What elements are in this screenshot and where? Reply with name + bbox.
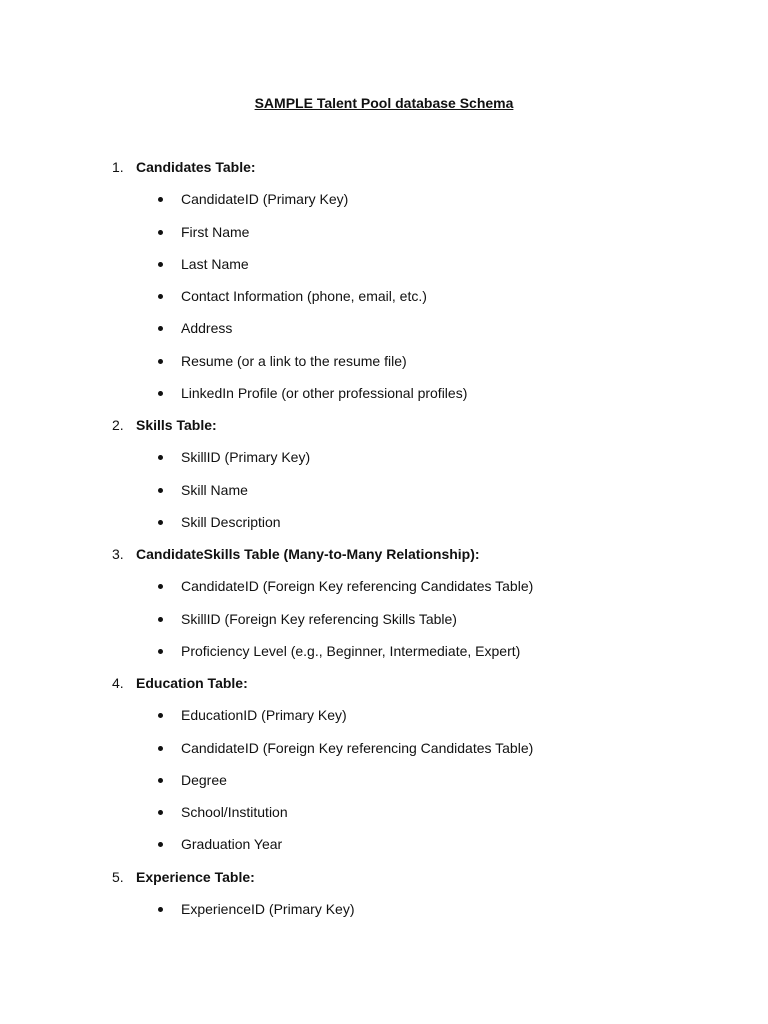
bullet-icon xyxy=(158,778,163,783)
bullet-icon xyxy=(158,649,163,654)
list-item-text: First Name xyxy=(181,223,250,240)
list-item-text: EducationID (Primary Key) xyxy=(181,707,347,724)
list-item xyxy=(0,190,768,208)
section-heading xyxy=(0,416,768,434)
list-item-text: CandidateID (Foreign Key referencing Candidates Table) xyxy=(181,739,534,756)
section-heading xyxy=(0,545,768,563)
bullet-icon xyxy=(158,746,163,751)
section-number: 2. xyxy=(112,417,124,433)
list-item-text: SkillID (Foreign Key referencing Skills Table) xyxy=(181,610,457,627)
list-item xyxy=(0,223,768,241)
list-item-text: CandidateID (Foreign Key referencing Candidates Table) xyxy=(181,578,534,595)
list-item xyxy=(0,448,768,466)
list-item xyxy=(0,900,768,918)
section-title: Experience Table: xyxy=(136,869,255,885)
field-list xyxy=(0,448,768,531)
section-heading xyxy=(0,158,768,176)
section-number: 3. xyxy=(112,546,124,562)
bullet-icon xyxy=(158,810,163,815)
section-skills-table xyxy=(0,416,768,531)
list-item xyxy=(0,610,768,628)
list-item-text: Degree xyxy=(181,771,227,788)
bullet-icon xyxy=(158,230,163,235)
list-item-text: SkillID (Primary Key) xyxy=(181,449,311,466)
list-item xyxy=(0,835,768,853)
list-item-text: Graduation Year xyxy=(181,836,283,853)
list-item xyxy=(0,771,768,789)
list-item xyxy=(0,642,768,660)
section-number: 5. xyxy=(112,869,124,885)
bullet-icon xyxy=(158,262,163,267)
field-list xyxy=(0,900,768,918)
section-title: Candidates Table: xyxy=(136,159,256,175)
list-item-text: School/Institution xyxy=(181,804,288,821)
field-list xyxy=(0,706,768,853)
list-item xyxy=(0,384,768,402)
section-title: CandidateSkills Table (Many-to-Many Relationship): xyxy=(136,546,480,562)
section-candidates-table xyxy=(0,158,768,402)
section-candidateskills-table xyxy=(0,545,768,660)
list-item xyxy=(0,481,768,499)
section-heading xyxy=(0,674,768,692)
section-number: 1. xyxy=(112,159,124,175)
bullet-icon xyxy=(158,455,163,460)
section-heading xyxy=(0,868,768,886)
list-item-text: Proficiency Level (e.g., Beginner, Intermediate, Expert) xyxy=(181,642,521,659)
section-title: Education Table: xyxy=(136,675,248,691)
list-item-text: Skill Description xyxy=(181,513,281,530)
list-item xyxy=(0,739,768,757)
list-item xyxy=(0,255,768,273)
bullet-icon xyxy=(158,584,163,589)
bullet-icon xyxy=(158,617,163,622)
list-item xyxy=(0,513,768,531)
list-item-text: Address xyxy=(181,320,233,337)
field-list xyxy=(0,190,768,402)
section-number: 4. xyxy=(112,675,124,691)
list-item xyxy=(0,706,768,724)
list-item-text: ExperienceID (Primary Key) xyxy=(181,901,355,918)
bullet-icon xyxy=(158,359,163,364)
list-item-text: Resume (or a link to the resume file) xyxy=(181,352,407,369)
list-item-text: CandidateID (Primary Key) xyxy=(181,191,349,208)
bullet-icon xyxy=(158,713,163,718)
list-item xyxy=(0,577,768,595)
list-item-text: Last Name xyxy=(181,255,249,272)
list-item xyxy=(0,319,768,337)
section-title: Skills Table: xyxy=(136,417,217,433)
list-item-text: Contact Information (phone, email, etc.) xyxy=(181,288,427,305)
bullet-icon xyxy=(158,488,163,493)
bullet-icon xyxy=(158,326,163,331)
bullet-icon xyxy=(158,520,163,525)
section-experience-table xyxy=(0,868,768,918)
list-item xyxy=(0,352,768,370)
list-item xyxy=(0,803,768,821)
bullet-icon xyxy=(158,294,163,299)
bullet-icon xyxy=(158,907,163,912)
field-list xyxy=(0,577,768,660)
list-item-text: LinkedIn Profile (or other professional profiles) xyxy=(181,385,468,402)
bullet-icon xyxy=(158,391,163,396)
document-title: SAMPLE Talent Pool database Schema xyxy=(254,95,514,111)
bullet-icon xyxy=(158,197,163,202)
list-item xyxy=(0,287,768,305)
section-education-table xyxy=(0,674,768,853)
bullet-icon xyxy=(158,842,163,847)
list-item-text: Skill Name xyxy=(181,481,248,498)
